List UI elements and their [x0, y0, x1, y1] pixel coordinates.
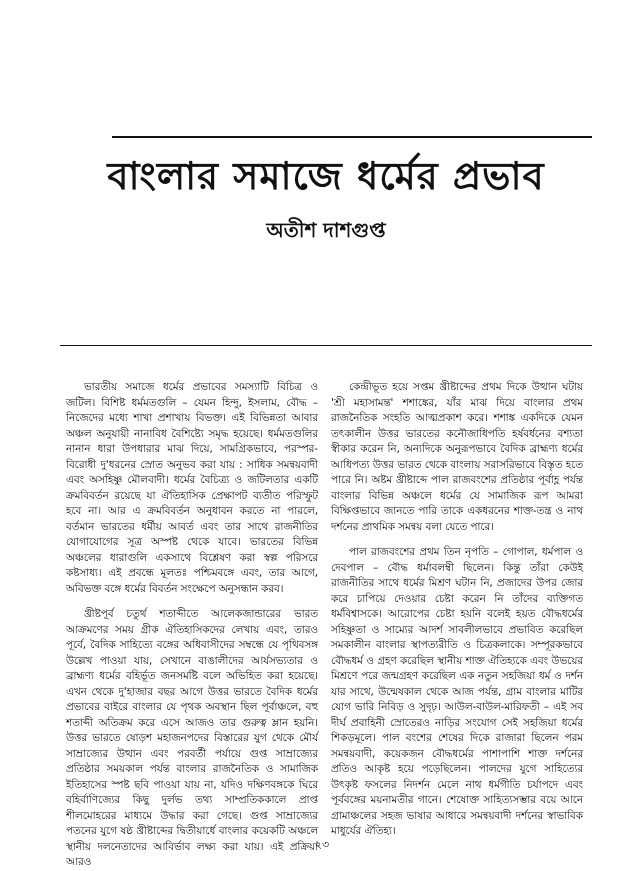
right-column	[331, 380, 583, 840]
page-number: ২৩	[314, 838, 330, 851]
paragraph: কেন্দ্রীভূত হয়ে সপ্তম খ্রীষ্টাব্দের প্রথম দিকে উত্থান ঘটায় 'শ্রী মহাসামন্ত' শশাঙ্কের, যাঁর মাঝ দিয়ে বাংলার প্রথম রাজনৈতিক সংহতি আত্মপ্রকাশ করে। শশাঙ্ক একদিকে যেমন তৎকালীন উত্তর ভারতের কনৌজাধিপতি হর্ষবর্ধনের বশ্যতা স্বীকার করেন নি, অন্যদিকে অনুরূপভাবে বৈদিক ব্রাহ্মণ্য ধর্মের আধিপত্য উত্তর ভারত থেকে বাংলায় সরাসরিভাবে বিস্তৃত হতে পারে নি। অষ্টম খ্রীষ্টাব্দে পাল রাজবংশের প্রতিষ্ঠার পূর্বাহ্ণ পর্যন্ত বাংলার বিভিন্ন অঞ্চলে ধর্মের যে সামাজিক রূপ আমরা বিক্ষিপ্তভাবে জানতে পারি তাকে একধরনের শাক্ত-তন্ত্র ও নাথ দর্শনের প্রাথমিক সমন্বয় বলা যেতে পারে।	[331, 381, 583, 533]
article-author: অতীশ দাশগুপ্ত	[266, 218, 386, 242]
left-column	[66, 380, 318, 871]
paragraph: পাল রাজবংশের প্রথম তিন নৃপতি – গোপাল, ধর্মপাল ও দেবপাল – বৌদ্ধ ধর্মাবলম্বী ছিলেন। কিন্তু তাঁরা কেউই রাজনীতির সাথে ধর্মের মিশ্রণ ঘটান নি, প্রজাদের উপর জোর করে চাপিয়ে দেওয়ার চেষ্টা করেন নি তাঁদের ব্যক্তিগত ধর্মবিশ্বাসকে। আরোপের চেষ্টা হয়নি বলেই হয়ত বৌদ্ধধর্মের সহিষ্ণুতা ও সাম্যের আদর্শ সাবলীলভাবে প্রভাবিত করেছিল সমকালীন বাংলার স্থাপত্যরীতি ও চিত্রকলাকে। সম্পূরকভাবে বৌদ্ধধর্ম ও গ্রহণ করেছিল স্থানীয় শাক্ত ঐতিহ্যকে এবং উভয়ের মিশ্রণে পরে জন্মগ্রহণ করেছিল এক নতুন সহজিয়া ধর্ম ও দর্শন যার সাথে, উন্মেষকাল থেকে আজ পর্যন্ত, গ্রাম বাংলার মাটির যোগ ভারি নিবিড় ও সুদৃঢ়। আউল-বাউল-মারিফতী – এই সব দীর্ঘ প্রবাহিনী স্রোতেরও নাড়ির সংযোগ সেই সহজিয়া ধর্মের শিকড়মূলে। পাল বংশের শেষের দিকে রাজারা ছিলেন পরম সমন্বয়বাদী, কয়েকজন বৌদ্ধধর্মের পাশাপাশি শাক্ত দর্শনের প্রতিও আকৃষ্ট হয়ে পড়েছিলেন। পালদের যুগে সাহিত্যের উৎকৃষ্ট ফসলের নিদর্শন মেলে নাথ ধর্মগীতি চর্যাপদে এবং পূর্ববঙ্গের ময়নামতীর গানে। শেষোক্ত সাহিত্যসম্ভার বয়ে আনে গ্রামাঞ্চলের সহজ ভাষার আধারে সমন্বয়বাদী দর্শনের স্বাভাবিক মাধুর্যের ঐতিহ্য।	[331, 546, 583, 837]
top-rule	[112, 136, 592, 138]
bottom-rule	[60, 345, 592, 346]
article-title: বাংলার সমাজে ধর্মের প্রভাব	[107, 153, 545, 198]
paragraph: খ্রীষ্টপূর্ব চতুর্থ শতাব্দীতে আলেকজান্ডারের ভারত আক্রমণের সময় গ্রীক ঐতিহাসিকদের লেখায় এবং, তারও পূর্বে, বৈদিক সাহিত্যে বঙ্গের অধিবাসীদের সম্বন্ধে যে পৃথিবসঙ্গ উল্লেখ পাওয়া যায়, সেখানে বাঙালীদের আর্যসভ্যতার ও ব্রাহ্মণ্য ধর্মের বহির্ভূত জনসমষ্টি বলে অভিহিত করা হয়েছে। এখন থেকে দু'হাজার বছর আগে উত্তর ভারতে বৈদিক ধর্মের প্রভাবের বাইরে বাংলার যে পৃথক অবস্থান ছিল পূর্বাঞ্চলে, বহু শতাব্দী অতিক্রম করে এসে আজও তার গুরুত্ব ম্লান হয়নি। উত্তর ভারতে ষোড়শ মহাজনপদের বিস্তারের যুগ থেকে মৌর্য সাম্রাজ্যের উত্থান এবং পরবর্তী পর্যায়ে গুপ্ত সাম্রাজ্যের প্রতিষ্ঠার সময়কাল পর্যন্ত বাংলার রাজনৈতিক ও সামাজিক ইতিহাসের স্পষ্ট ছবি পাওয়া যায় না, যদিও দক্ষিণবঙ্গকে ঘিরে বহির্বাণিজ্যের কিছু দুর্লভ তথ্য সাম্প্রতিককালে প্রাপ্ত শীলমোহরের মাধ্যমে উদ্ধার করা গেছে। গুপ্ত সাম্রাজ্যের পতনের যুগে ষষ্ঠ খ্রীষ্টাব্দের দ্বিতীয়ার্ধে বাংলার কয়েকটি অঞ্চলে স্থানীয় দলনেতাদের আবির্ভাব লক্ষ্য করা যায়। এই প্রক্রিয়া আরও	[66, 608, 318, 868]
paragraph: ভারতীয় সমাজে ধর্মের প্রভাবের সমস্যাটি বিচিত্র ও জটিল। বিশিষ্ট ধর্মমতগুলি – যেমন হিন্দু, ইসলাম, বৌদ্ধ – নিজেদের মধ্যে শাখা প্রশাখায় বিভক্ত। এই বিভিন্নতা আবার অঞ্চল অনুযায়ী নানাবিধ বৈশিষ্ট্যে সমৃদ্ধ হয়েছে। ধর্মমতগুলির নানান ধারা উপধারার মাঝ দিয়ে, সামগ্রিকভাবে, পরস্পর-বিরোধী দু'ধরনের স্রোত অনুভব করা যায় : সাধিক সমন্বয়বাদী এবং অসহিষ্ণু মৌলবাদী। ধর্মের বৈচিত্র্য ও জটিলতার একটি ক্রমবিবর্তন রয়েছে যা ঐতিহাসিক প্রেক্ষাপট ব্যতীত পরিস্ফুট হবে না। আর এ ক্রমবিবর্তন অনুধাবন করতে না পারলে, বর্তমান ভারতের ধর্মীয় আবর্ত এবং তার সাথে রাজনীতির যোগাযোগের সূত্র অস্পষ্ট থেকে যাবে। ভারতের বিভিন্ন অঞ্চলের ধারাগুলি একসাথে বিশ্লেষণ করা স্বল্প পরিসরে কষ্টসাধ্য। এই প্রবন্ধে মূলতঃ পশ্চিমবঙ্গে এবং, তার আগে, অবিভক্ত বঙ্গে ধর্মের বিবর্তন সংক্ষেপে অনুসন্ধান করব।	[66, 381, 318, 595]
